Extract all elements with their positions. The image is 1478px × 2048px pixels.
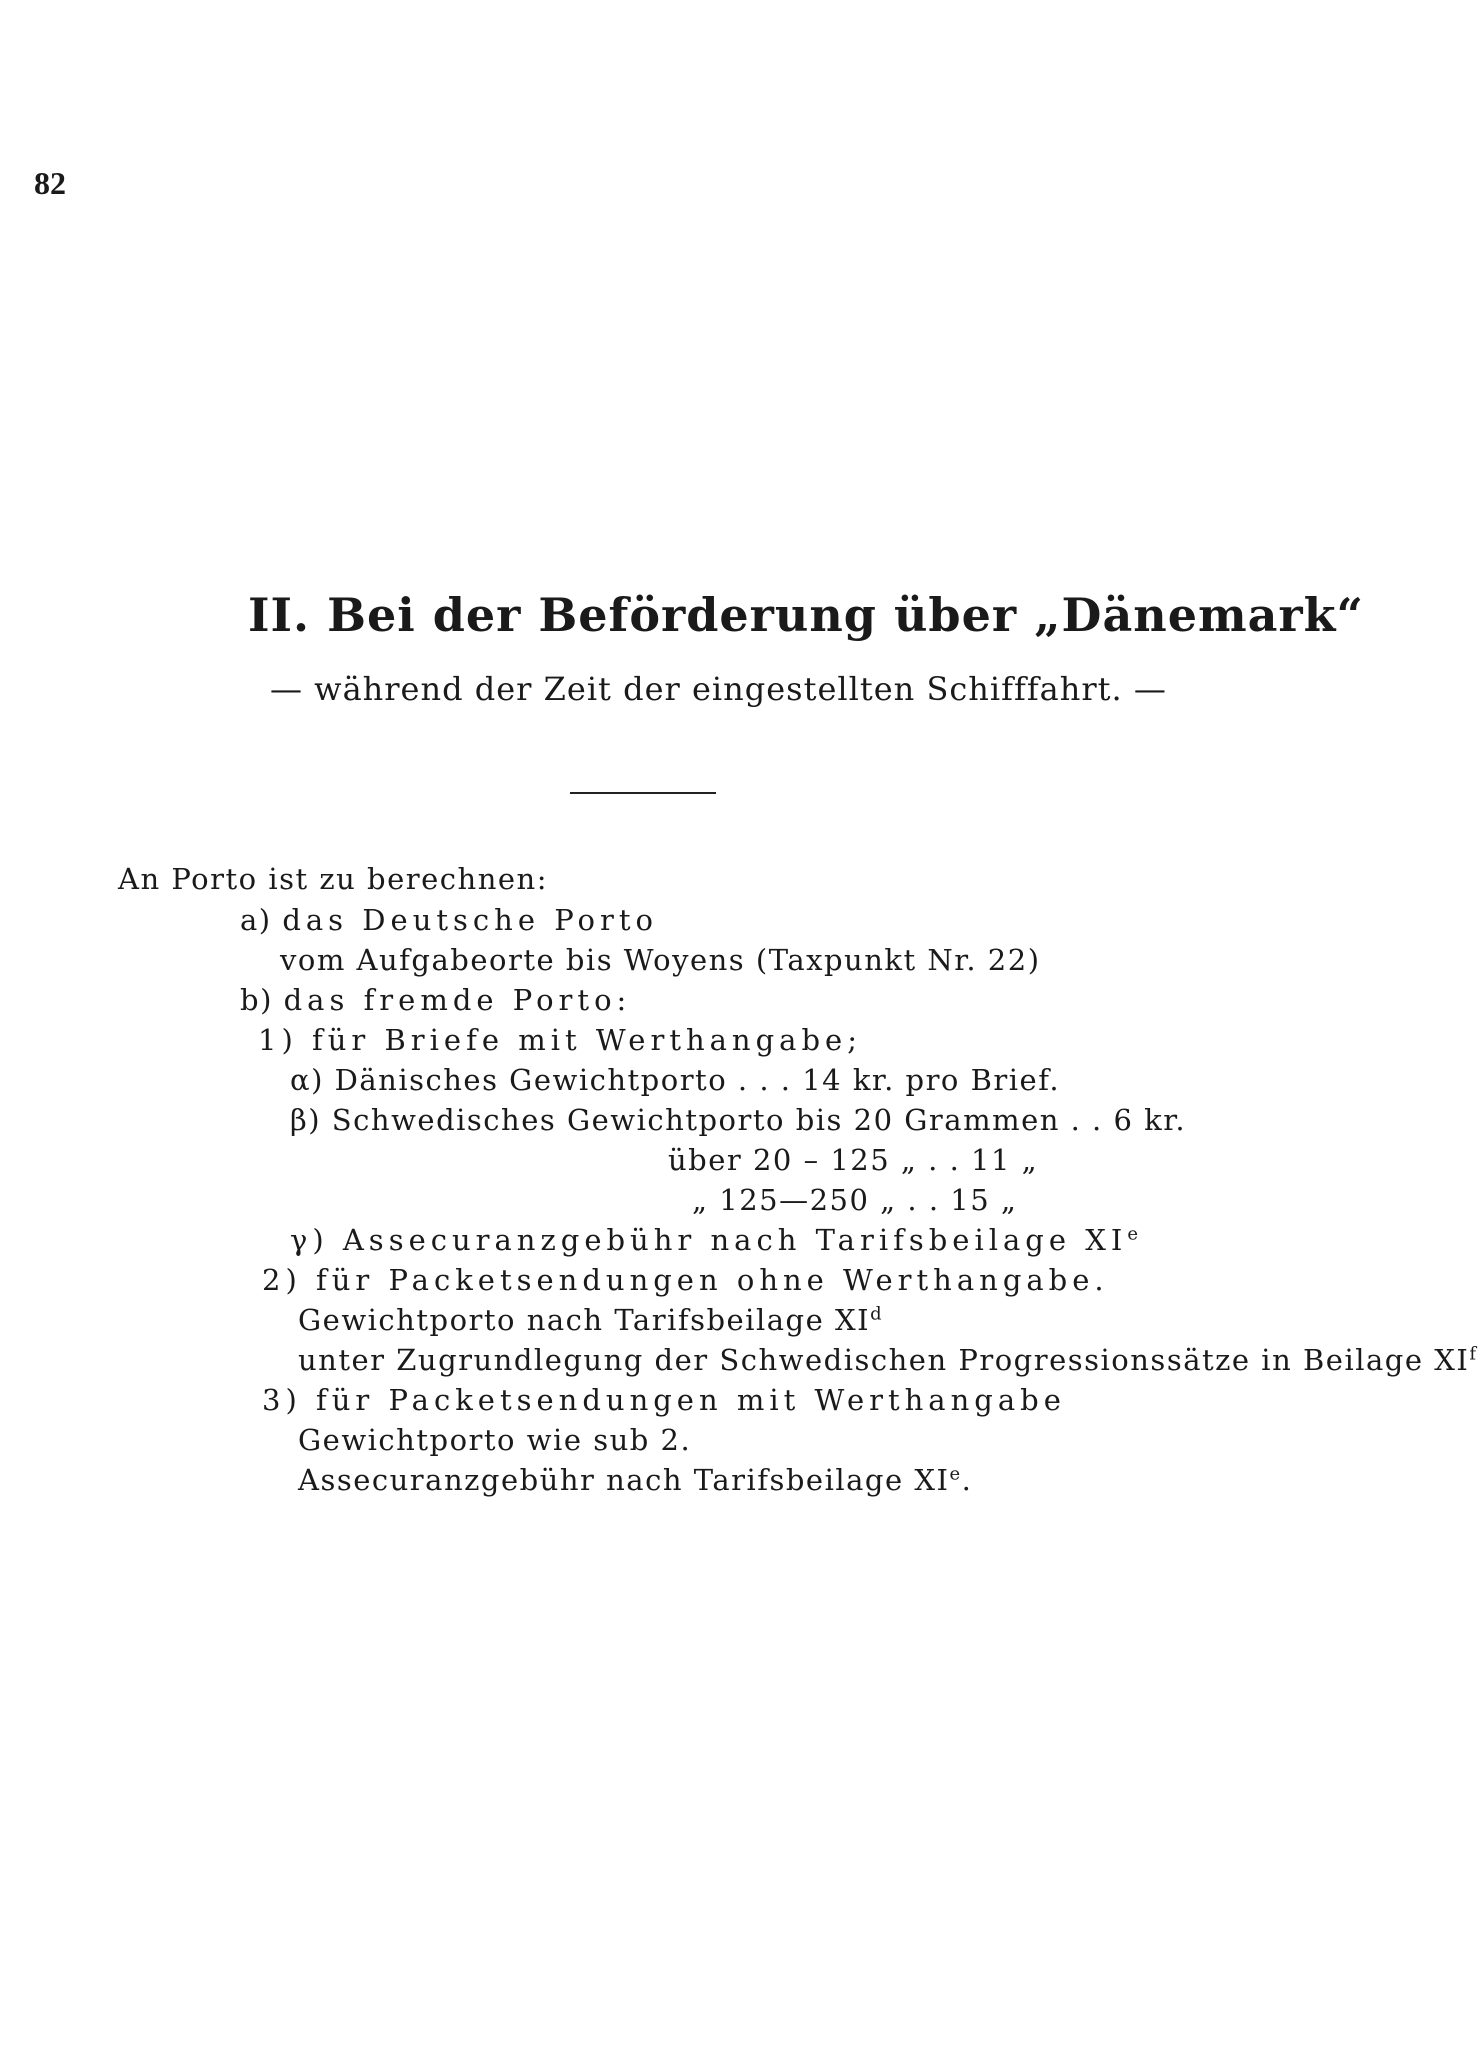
item-1-beta-row2: über 20 – 125 „ . . 11 „ [668,1143,1039,1177]
item-1-gamma [290,1223,1140,1257]
item-3: 3) für Packetsendungen mit Werthangabe [262,1383,1066,1417]
item-2-line3-sup: f [1469,1343,1478,1365]
item-1-alpha: α) Dänisches Gewichtporto . . . 14 kr. pro Brief. [290,1063,1061,1097]
item-a-detail: vom Aufgabeorte bis Woyens (Taxpunkt Nr. 22) [280,943,1041,977]
item-3-line3-end: . [961,1463,973,1497]
item-2-line3 [298,1343,1478,1377]
item-2-line2 [298,1303,883,1337]
item-a-text: das Deutsche Porto [282,903,658,937]
item-3-line2: Gewichtporto wie sub 2. [298,1423,692,1457]
item-1-beta: β) Schwedisches Gewichtporto bis 20 Grammen . . 6 kr. [290,1103,1187,1137]
list-item-a [240,903,658,937]
item-a-label: a) [240,903,272,937]
section-title: II. Bei der Beförderung über „Dänemark“ [248,588,1365,642]
page-number: 82 [34,165,66,201]
item-3-line3-text: Assecuranzgebühr nach Tarifsbeilage XI [298,1463,950,1497]
section-subtitle: — während der Zeit der eingestellten Schifffahrt. — [270,670,1167,708]
list-item-b [240,983,631,1017]
item-1-beta-row3: „ 125—250 „ . . 15 „ [692,1183,1018,1217]
gamma-text: γ) Assecuranzgebühr nach Tarifsbeilage XI [290,1223,1128,1257]
item-b-label: b) [240,983,273,1017]
item-2-line2-sup: d [870,1303,884,1325]
item-2: 2) für Packetsendungen ohne Werthangabe. [262,1263,1109,1297]
intro-line: An Porto ist zu berechnen: [118,862,548,896]
item-3-line3-sup: e [949,1463,962,1485]
item-2-line3-text: unter Zugrundlegung der Schwedischen Progressionssätze in Beilage XI [298,1343,1470,1377]
item-1: 1) für Briefe mit Werthangabe; [258,1023,862,1057]
item-b-text: das fremde Porto: [283,983,632,1017]
item-3-line3 [298,1463,972,1497]
gamma-sup: e [1127,1223,1140,1245]
item-2-line2-text: Gewichtporto nach Tarifsbeilage XI [298,1303,871,1337]
divider-rule [570,792,716,794]
